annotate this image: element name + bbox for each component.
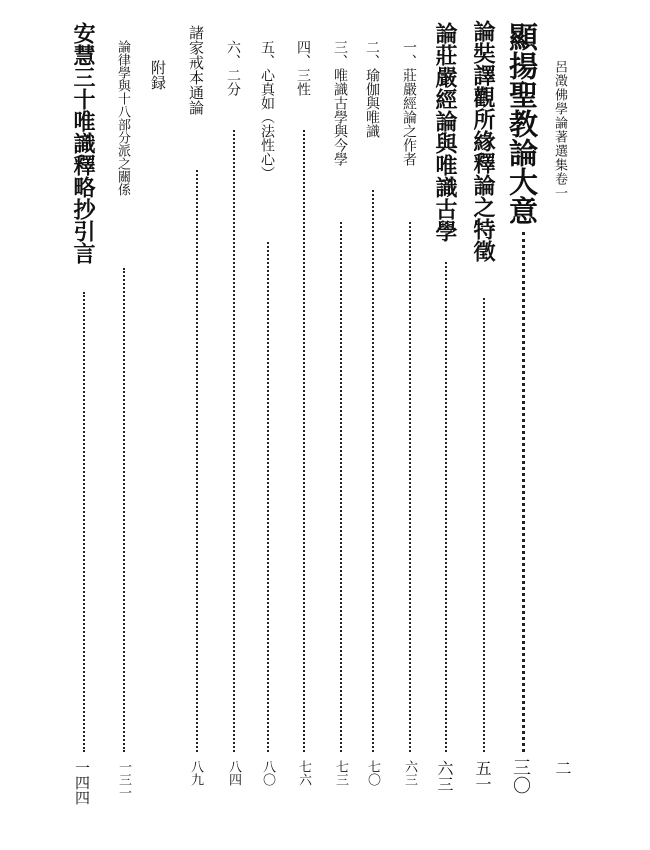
toc-entry — [256, 0, 280, 850]
toc-entry-page: 一四四 — [73, 760, 91, 805]
toc-entry-title: 一、莊嚴經論之作者 — [401, 40, 417, 166]
toc-entry-title: 論奘譯觀所緣釋論之特徵 — [470, 20, 496, 262]
dot-leader — [83, 292, 85, 752]
toc-entry-title: 六、二分 — [225, 40, 241, 96]
toc-entry-page: 八四 — [226, 760, 241, 786]
dot-leader — [522, 232, 525, 752]
toc-entry-page: 七六 — [296, 760, 311, 786]
dot-leader — [445, 262, 447, 752]
running-header: 呂澂佛學論著選集卷一 — [552, 60, 567, 200]
toc-entry-page: 七〇 — [365, 760, 380, 786]
toc-entry-page: 八九 — [188, 760, 203, 786]
toc-entry — [398, 0, 422, 850]
toc-entry-title: 五、心真如（法性心） — [259, 40, 275, 180]
toc-entry — [184, 0, 210, 850]
toc-entry-page: 一三一 — [116, 760, 131, 799]
toc-entry — [292, 0, 316, 850]
toc-entry-title: 諸家戒本通論 — [187, 25, 205, 115]
toc-entry-title: 論莊嚴經論與唯識古學 — [432, 22, 458, 242]
toc-entry — [470, 0, 500, 850]
toc-entry — [329, 0, 353, 850]
dot-leader — [372, 190, 374, 752]
page-folio: 二 — [553, 760, 572, 776]
toc-entry-page: 七三 — [333, 760, 348, 786]
dot-leader — [233, 130, 235, 752]
dot-leader — [303, 130, 305, 752]
toc-entry — [505, 0, 541, 850]
toc-entry — [361, 0, 385, 850]
toc-entry-page: 五一 — [473, 760, 492, 792]
toc-entry — [70, 0, 100, 850]
toc-entry-title: 顯揚聖教論大意 — [505, 22, 539, 225]
dot-leader — [123, 268, 125, 752]
dot-leader — [340, 222, 342, 752]
toc-entry-title: 安慧三十唯識釋略抄引言 — [70, 22, 96, 264]
dot-leader — [196, 170, 198, 752]
dot-leader — [483, 298, 485, 752]
toc-entry-title: 二、瑜伽與唯識 — [364, 40, 380, 138]
toc-entry — [222, 0, 246, 850]
toc-entry — [112, 0, 136, 850]
toc-entry-title: 四、三性 — [295, 40, 311, 96]
toc-entry-title: 三、唯識古學與今學 — [332, 40, 348, 166]
toc-entry-page: 六三 — [435, 760, 454, 792]
dot-leader — [267, 242, 269, 752]
toc-entry-title: 論律學與十八部分派之關係 — [115, 40, 130, 196]
appendix-heading: 附録 — [149, 60, 167, 90]
toc-entry-page: 八〇 — [260, 760, 275, 786]
toc-entry-page: 六三 — [402, 760, 417, 786]
toc-entry — [432, 0, 462, 850]
toc-section-heading — [146, 0, 172, 850]
toc-entry-page: 三〇 — [510, 758, 531, 794]
dot-leader — [409, 222, 411, 752]
